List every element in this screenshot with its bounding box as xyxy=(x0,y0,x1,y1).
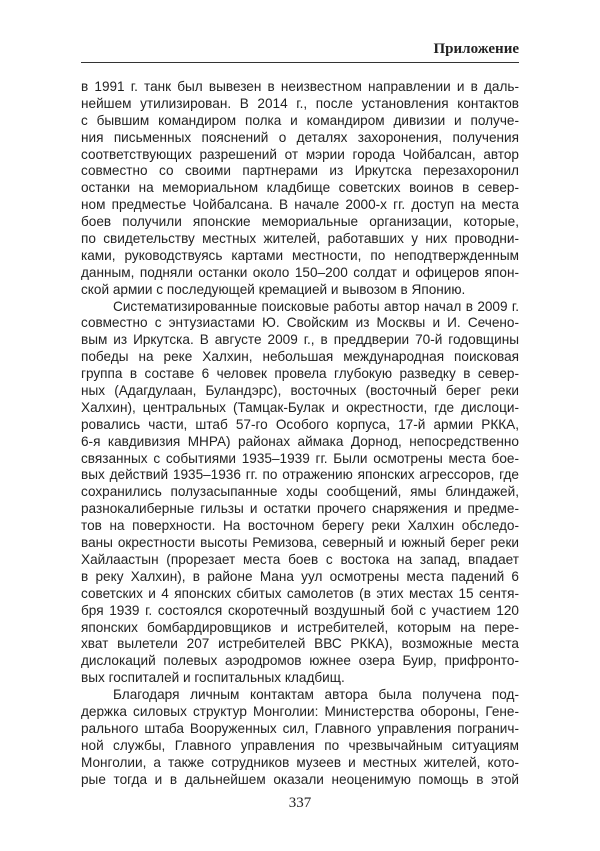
body-text xyxy=(81,79,519,788)
text-line: японских бомбардировщиков и истребителей, которым на пере- xyxy=(81,619,519,635)
text-line: разнокалиберные гильзы и остатки прочего снаряжения и предме- xyxy=(81,501,519,517)
text-line: ной службы, Главного управления по чрезвычайным ситуациям xyxy=(81,737,519,753)
text-line: по свидетельству местных жителей, работавших у них проводни- xyxy=(81,231,519,247)
paragraph xyxy=(81,79,519,299)
text-line: ской армии с последующей кремацией и вывозом в Японию. xyxy=(81,281,466,297)
paragraph xyxy=(81,687,519,788)
text-line: 6-я кавдивизия МНРА) районах аймака Дорнод, непосредственно xyxy=(81,433,519,449)
text-line: сохранились полузасыпанные ходы сообщений, ямы блиндажей, xyxy=(81,484,519,500)
text-line: хват вылетели 207 истребителей ВВС РККА), возможные места xyxy=(81,636,519,652)
text-line: вых действий 1935–1936 гг. по отражению японских агрессоров, где xyxy=(81,467,519,483)
text-line: тов на поверхности. На восточном берегу реки Халхин обследо- xyxy=(81,518,519,534)
text-line: совместно со своими партнерами из Иркутска перезахоронил xyxy=(81,163,519,179)
text-line: совместно с энтузиастами Ю. Свойским из Москвы и И. Сечено- xyxy=(81,315,519,331)
text-line: с бывшим командиром полка и командиром дивизии и получе- xyxy=(81,112,519,128)
text-line: Хайлаастын (прорезает места боев с востока на запад, впадает xyxy=(81,551,519,567)
section-title: Приложение xyxy=(433,41,519,57)
text-line: в 1991 г. танк был вывезен в неизвестном направлении и в даль- xyxy=(81,79,519,94)
text-line: вым из Иркутска. В августе 2009 г., в преддверии 70-й годовщины xyxy=(81,332,519,348)
text-line: ками, руководствуясь картами местности, по неподтвержденным xyxy=(81,247,519,263)
text-line: дислокаций полевых аэродромов южнее озера Буир, прифронто- xyxy=(81,653,519,669)
text-line: нейшем утилизирован. В 2014 г., после установления контактов xyxy=(81,95,519,111)
text-line: данным, подняли останки около 150–200 солдат и офицеров япон- xyxy=(81,264,519,280)
text-line: Халхин), центральных (Тамцак-Булак и окрестности, где дислоци- xyxy=(81,399,519,415)
text-line: боев получили японские мемориальные организации, которые, xyxy=(81,214,519,230)
page-number: 337 xyxy=(288,795,312,811)
text-line: рые тогда и в дальнейшем оказали неоценимую помощь в этой xyxy=(81,771,519,787)
text-line: ваны окрестности высоты Ремизова, северный и южный берег реки xyxy=(81,535,519,551)
text-line: ных (Адагдулаан, Буландэрс), восточных (восточный берег реки xyxy=(81,383,519,399)
text-line: бря 1939 г. состоялся скоротечный воздушный бой с участием 120 xyxy=(81,602,519,618)
text-line: соответствующих разрешений от мэрии города Чойбалсан, автор xyxy=(81,146,519,162)
text-line: ния письменных пояснений о деталях захоронения, получения xyxy=(81,129,519,145)
text-line: Монголии, а также сотрудников музеев и местных жителей, кото- xyxy=(81,754,519,770)
text-line: связанных с событиями 1935–1939 гг. Были осмотрены места бое- xyxy=(81,450,519,466)
text-line: в реку Халхин), в районе Мана уул осмотрены места падений 6 xyxy=(81,568,519,584)
text-line: ровались части, штаб 57-го Особого корпуса, 17-й армии РККА, xyxy=(81,416,519,432)
text-line: держка силовых структур Монголии: Министерства обороны, Гене- xyxy=(81,703,519,719)
text-line: ном предместье Чойбалсана. В начале 2000-х гг. доступ на места xyxy=(81,197,519,213)
text-line: Благодаря личным контактам автора была получена под- xyxy=(113,687,519,703)
running-header xyxy=(81,38,519,63)
text-line: победы на реке Халхин, небольшая международная поисковая xyxy=(81,349,519,365)
text-line: останки на мемориальном кладбище советских воинов в север- xyxy=(81,180,519,196)
text-line: советских и 4 японских сбитых самолетов (в этих местах 15 сентя- xyxy=(81,585,519,601)
text-line: группа в составе 6 человек провела глубокую разведку в север- xyxy=(81,366,519,382)
text-line: рального штаба Вооруженных сил, Главного управления погранич- xyxy=(81,720,519,736)
text-line: Систематизированные поисковые работы автор начал в 2009 г. xyxy=(113,298,519,314)
paragraph xyxy=(81,299,519,687)
text-line: вых госпиталей и госпитальных кладбищ. xyxy=(81,670,345,686)
